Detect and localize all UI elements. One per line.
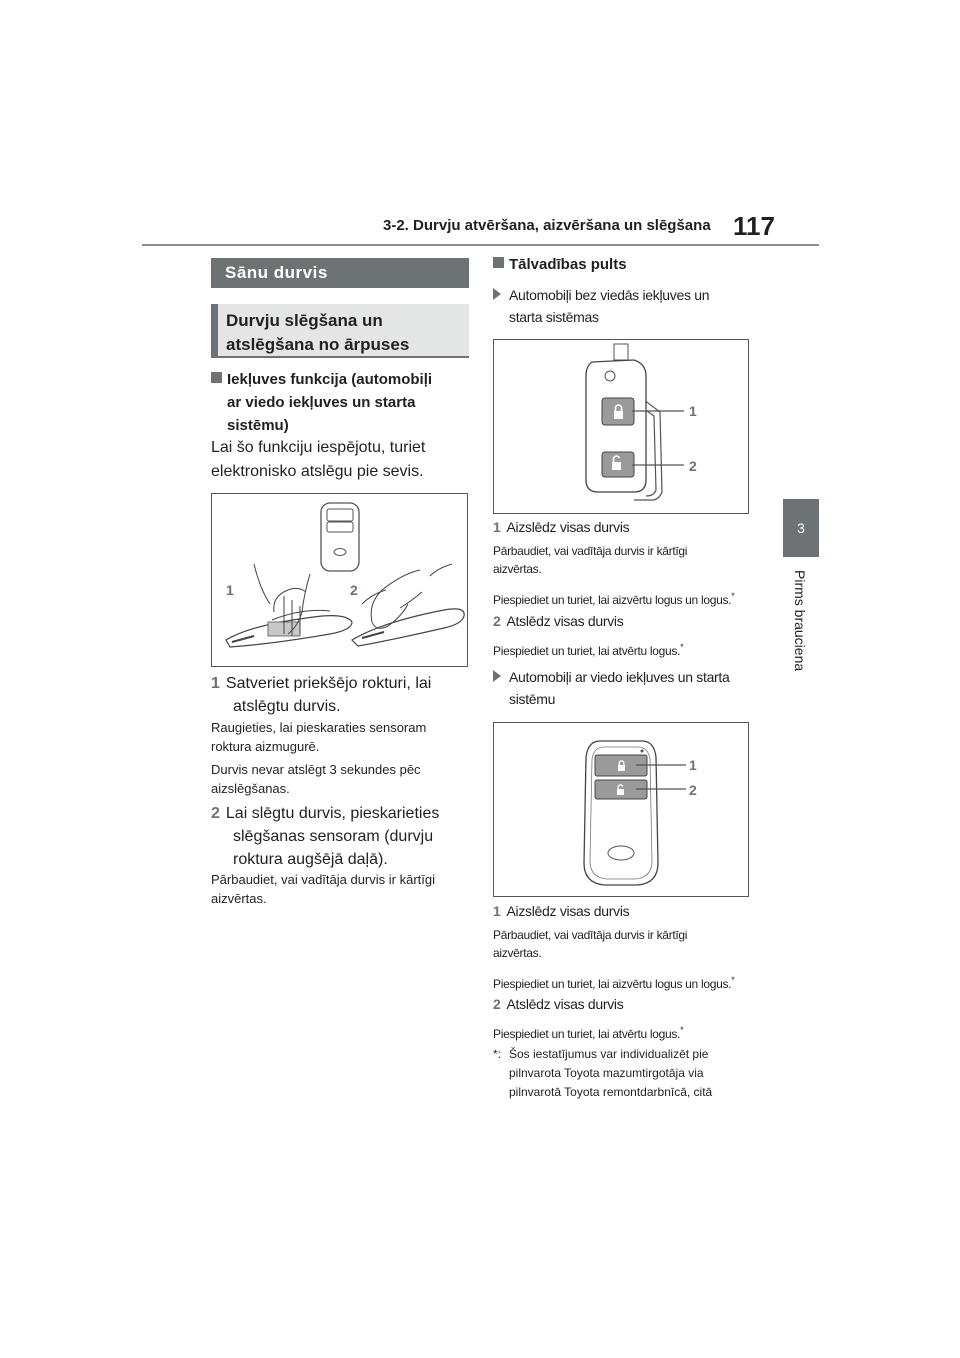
intro-text: Lai šo funkciju iespējotu, turiet elektronisko atslēgu pie sevis.: [211, 439, 426, 480]
fig1-label-1: 1: [689, 403, 697, 419]
triangle-bullet-icon: [493, 670, 501, 682]
square-bullet-icon: [493, 257, 504, 268]
square-bullet-icon: [211, 372, 222, 383]
v1-step-1: 1 Aizslēdz visas durvis: [493, 519, 630, 535]
heading-side-doors: Sānu durvis: [211, 258, 469, 288]
smart-key-illustration: [494, 723, 748, 896]
subheading-remote: Tālvadības pults: [493, 256, 627, 273]
section-title: 3-2. Durvju atvēršana, aizvēršana un slēgšana: [383, 217, 711, 234]
subheading-entry-function: Iekļuves funkcija (automobiļi ar viedo iekļuves un starta sistēmu): [211, 368, 432, 437]
step-2-note: Pārbaudiet, vai vadītāja durvis ir kārtīgi aizvērtas.: [211, 872, 435, 906]
smart-key-figure: [493, 722, 749, 897]
heading-lock-unlock-outside: Durvju slēgšana un atslēgšana no ārpuses: [211, 304, 469, 358]
v2-note-2: Piespiediet un turiet, lai aizvērtu logus un logus.*: [493, 975, 735, 991]
page-number: 117: [733, 211, 775, 241]
door-handle-figure: [211, 493, 468, 667]
v2-note-3: Piespiediet un turiet, lai atvērtu logus.*: [493, 1025, 684, 1041]
step-1: 1 Satveriet priekšējo rokturi, lai atslēgtu durvis.: [211, 675, 432, 715]
fig2-label-2: 2: [689, 782, 697, 798]
flip-key-figure: [493, 339, 749, 514]
v1-note-1: Pārbaudiet, vai vadītāja durvis ir kārtīgi aizvērtas.: [493, 544, 688, 576]
fig1-label-2: 2: [689, 458, 697, 474]
step-1-note-1: Raugieties, lai pieskaraties sensoram roktura aizmugurē.: [211, 720, 427, 754]
triangle-bullet-icon: [493, 288, 501, 300]
v1-note-3: Piespiediet un turiet, lai atvērtu logus.*: [493, 642, 684, 658]
flip-key-illustration: [494, 340, 748, 513]
step-2: 2 Lai slēgtu durvis, pieskarieties slēgšanas sensoram (durvju roktura augšējā daļā).: [211, 805, 440, 868]
figure-label-2: 2: [350, 582, 358, 598]
v1-step-2: 2 Atslēdz visas durvis: [493, 613, 624, 629]
v1-note-2: Piespiediet un turiet, lai aizvērtu logus un logus.*: [493, 591, 735, 607]
variant-1-heading: Automobiļi bez viedās iekļuves un starta sistēmas: [493, 284, 709, 328]
right-door-handle: [352, 564, 464, 646]
v2-step-1: 1 Aizslēdz visas durvis: [493, 903, 630, 919]
door-handle-illustration: [212, 494, 467, 666]
v2-note-1: Pārbaudiet, vai vadītāja durvis ir kārtīgi aizvērtas.: [493, 928, 688, 960]
chapter-tab: [783, 499, 819, 557]
footnote: *: Šos iestatījumus var individualizēt pie pilnvarota Toyota mazumtirgotāja via pilnvarotā Toyota remontdarbnīcā, citā: [493, 1047, 713, 1099]
step-1-note-2: Durvis nevar atslēgt 3 sekundes pēc aizslēgšanas.: [211, 762, 421, 796]
chapter-title-vertical: [783, 570, 819, 680]
variant-2-heading: Automobiļi ar viedo iekļuves un starta sistēmu: [493, 666, 730, 710]
figure-label-1: 1: [226, 582, 234, 598]
v2-step-2: 2 Atslēdz visas durvis: [493, 996, 624, 1012]
left-door-handle: [226, 564, 352, 647]
fig2-label-1: 1: [689, 757, 697, 773]
header-divider: [142, 244, 819, 246]
chapter-title: Pirms brauciena: [792, 570, 808, 672]
chapter-number: 3: [797, 520, 805, 536]
smart-key-icon: [321, 503, 359, 571]
